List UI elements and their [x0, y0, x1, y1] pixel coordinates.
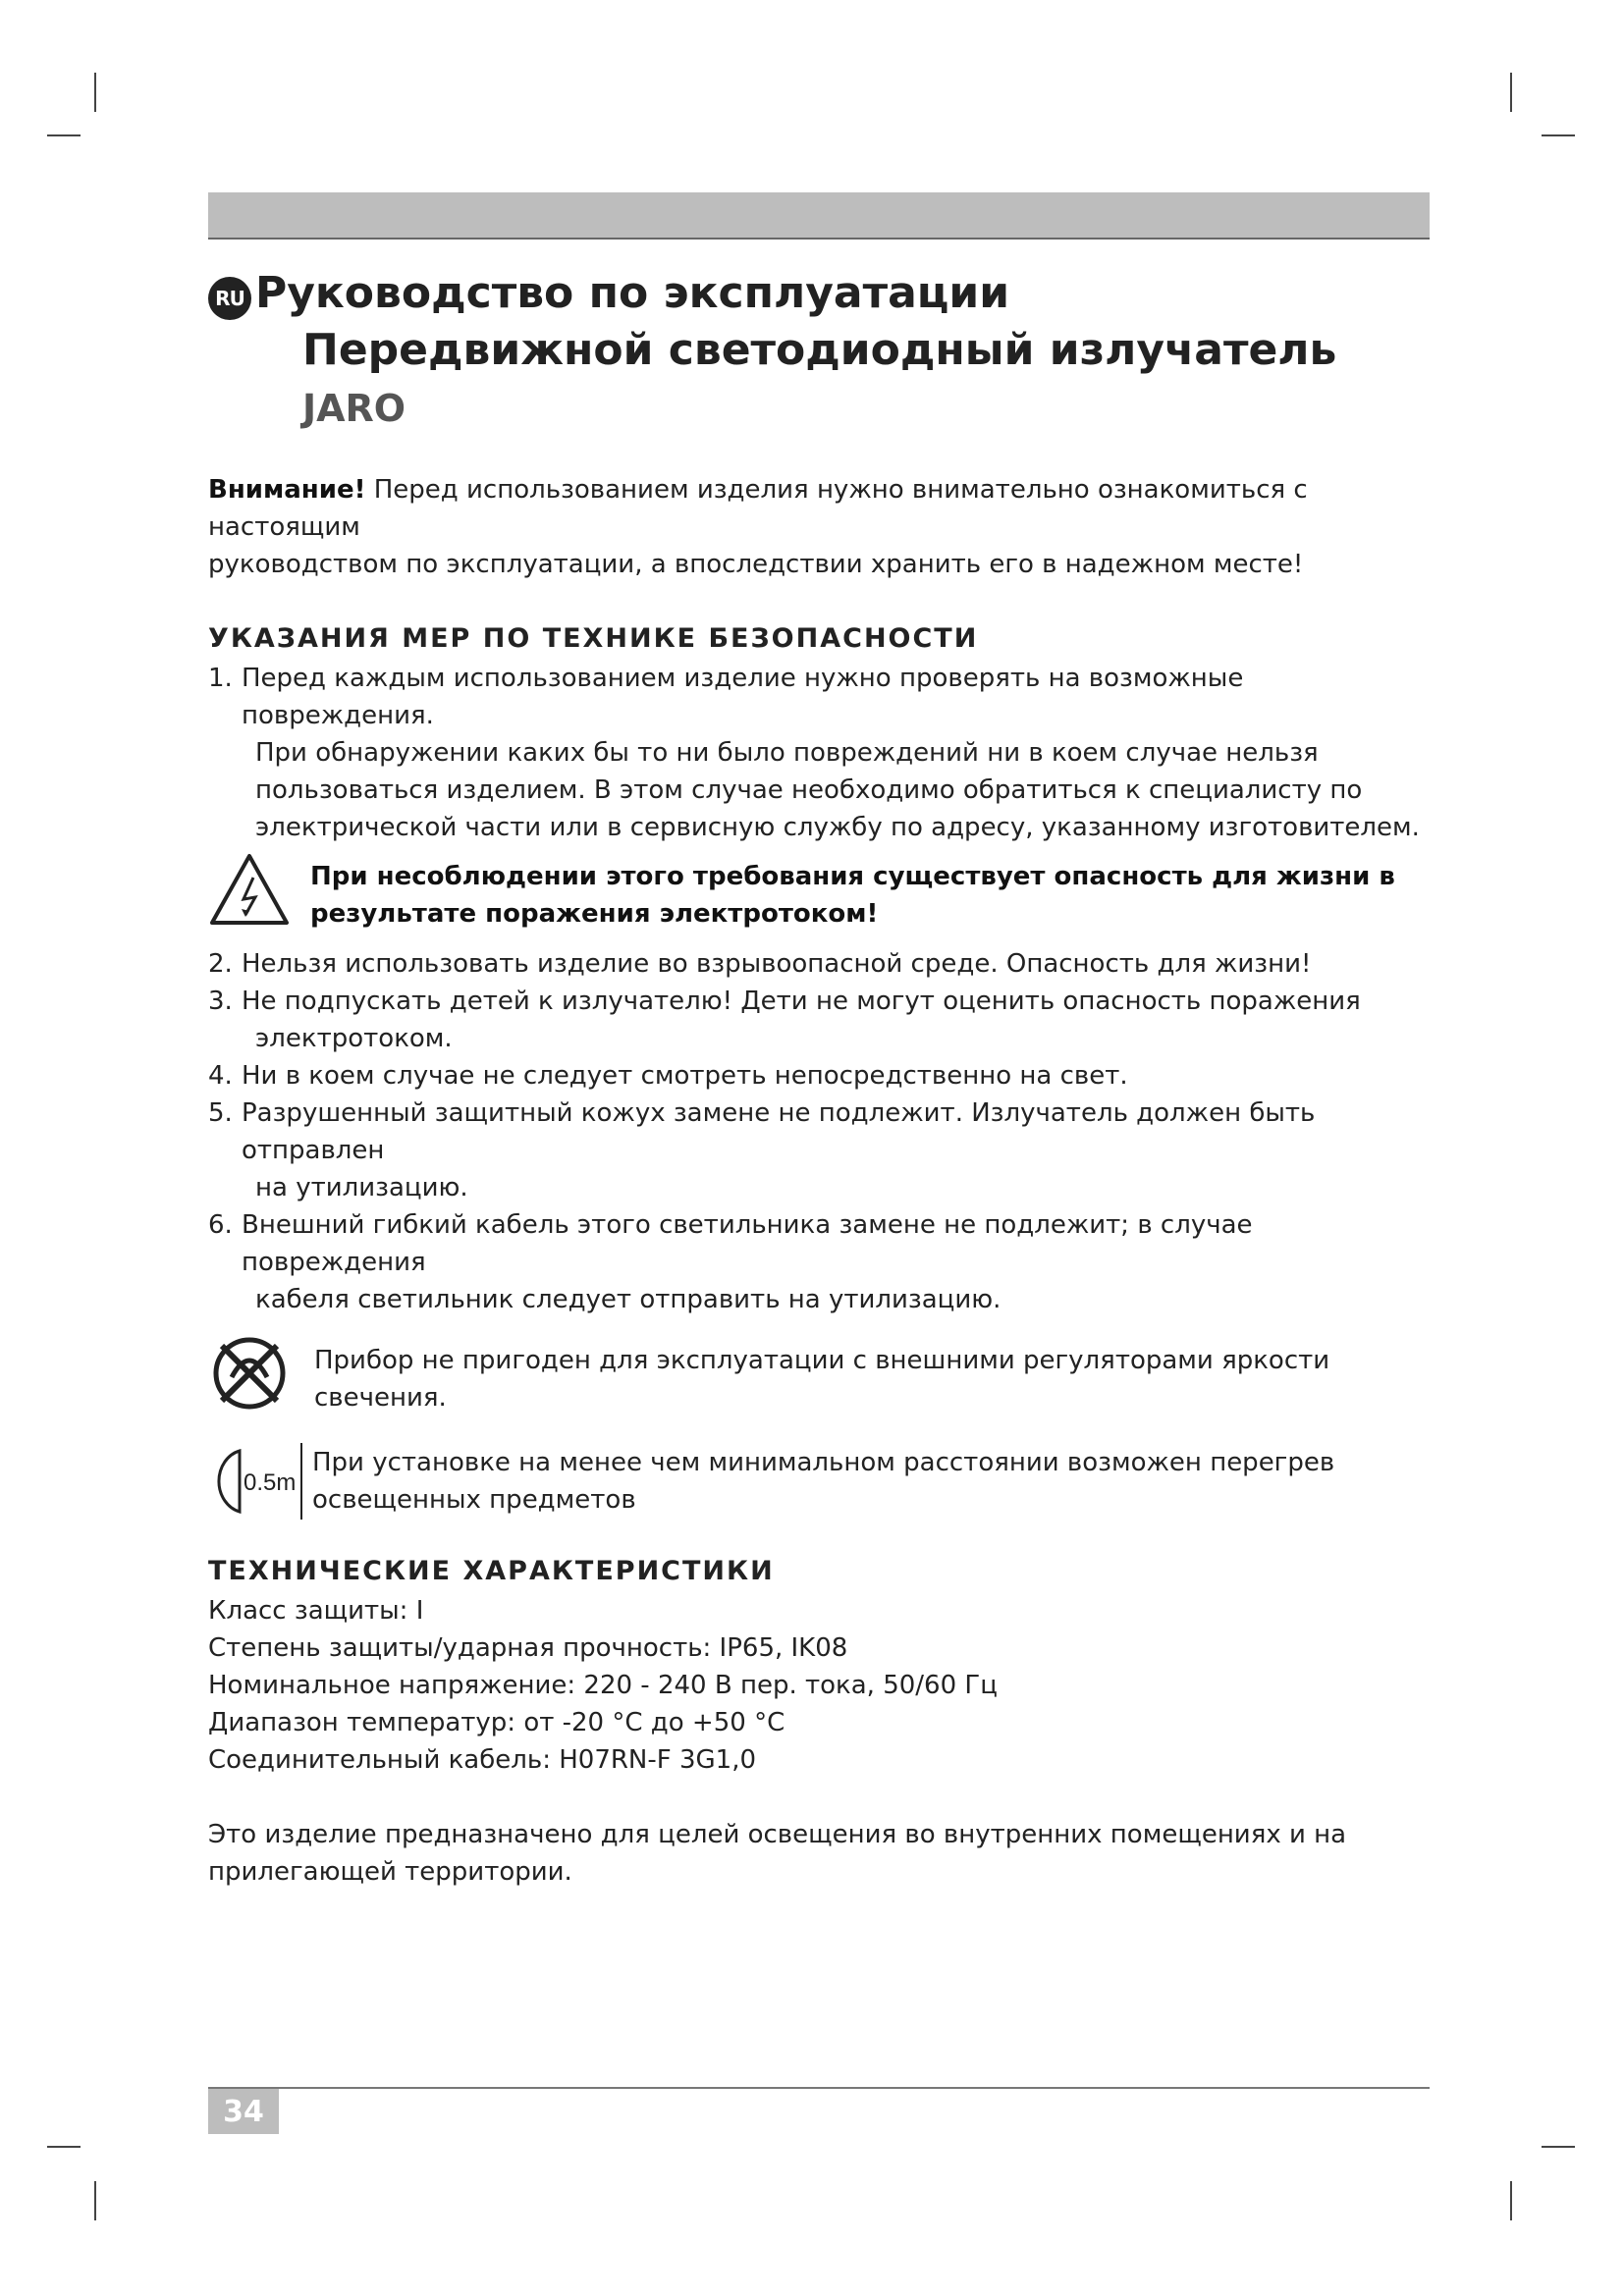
intro-text-1: Перед использованием изделия нужно внимательно ознакомиться с настоящим: [208, 475, 1308, 542]
list-text: При обнаружении каких бы то ни было повреждений ни в коем случае нельзя: [255, 738, 1319, 768]
intro-paragraph: [208, 471, 1435, 583]
list-item: [208, 1095, 1435, 1206]
list-item: [208, 1057, 1435, 1095]
crop-mark: [1542, 2146, 1575, 2148]
list-number: 5.: [208, 1098, 233, 1128]
list-text: Внешний гибкий кабель этого светильника замене не подлежит; в случае повреждения: [242, 1210, 1253, 1277]
list-number: 2.: [208, 949, 233, 979]
model-name: JARO: [302, 387, 406, 430]
intro-text-2: руководством по эксплуатации, а впоследствии хранить его в надежном месте!: [208, 550, 1304, 579]
crop-mark: [1510, 73, 1512, 112]
attention-label: Внимание!: [208, 475, 366, 505]
list-text: электрической части или в сервисную службу по адресу, указанному изготовителем.: [255, 813, 1420, 842]
crop-mark: [1542, 134, 1575, 136]
crop-mark: [1510, 2181, 1512, 2220]
safety-section-title: УКАЗАНИЯ МЕР ПО ТЕХНИКЕ БЕЗОПАСНОСТИ: [208, 623, 979, 654]
warning-text: результате поражения электротоком!: [310, 898, 879, 929]
language-badge: RU: [208, 277, 251, 320]
spec-line: Номинальное напряжение: 220 - 240 В пер. тока, 50/60 Гц: [208, 1671, 998, 1700]
page-title: Руководство по эксплуатации: [255, 268, 1010, 318]
list-number: 1.: [208, 664, 233, 693]
purpose-text: прилегающей территории.: [208, 1857, 572, 1887]
list-text: Разрушенный защитный кожух замене не подлежит. Излучатель должен быть отправлен: [242, 1098, 1316, 1165]
dimmer-note-text: Прибор не пригоден для эксплуатации с внешними регуляторами яркости свечения.: [314, 1345, 1330, 1413]
crop-mark: [94, 2181, 96, 2220]
footer-rule: [208, 2087, 1430, 2089]
crop-mark: [47, 134, 81, 136]
title-block: [208, 265, 1435, 438]
spec-line: Соединительный кабель: H07RN-F 3G1,0: [208, 1745, 757, 1775]
list-number: 4.: [208, 1061, 233, 1091]
list-text: кабеля светильник следует отправить на утилизацию.: [255, 1285, 1001, 1314]
list-item: [208, 1206, 1435, 1318]
header-bar: [208, 192, 1430, 240]
list-text: Нельзя использовать изделие во взрывоопасной среде. Опасность для жизни!: [242, 949, 1312, 979]
spec-line: Класс защиты: I: [208, 1596, 424, 1626]
purpose-text: Это изделие предназначено для целей освещения во внутренних помещениях и на: [208, 1820, 1347, 1849]
list-text: электротоком.: [255, 1024, 453, 1053]
list-text: на утилизацию.: [255, 1173, 468, 1202]
list-item: [208, 983, 1435, 1057]
distance-note-row: [208, 1443, 1435, 1520]
distance-label: 0.5m: [244, 1469, 297, 1496]
page-number: 34: [208, 2089, 279, 2134]
specs-section-title: ТЕХНИЧЕСКИЕ ХАРАКТЕРИСТИКИ: [208, 1556, 775, 1586]
list-text: Не подпускать детей к излучателю! Дети не могут оценить опасность поражения: [242, 987, 1361, 1016]
document-body: [208, 471, 1435, 1891]
spec-line: Степень защиты/ударная прочность: IP65, IK08: [208, 1633, 848, 1663]
distance-note-text: освещенных предметов: [312, 1485, 636, 1515]
high-voltage-warning-icon: [208, 852, 310, 937]
crop-mark: [47, 2146, 81, 2148]
minimum-distance-icon: [208, 1443, 302, 1520]
spec-line: Диапазон температур: от -20 °C до +50 °C: [208, 1708, 785, 1737]
no-dimmer-icon: [208, 1332, 306, 1425]
list-item: [208, 660, 1435, 846]
list-text: Перед каждым использованием изделие нужно проверять на возможные повреждения.: [242, 664, 1244, 730]
distance-note-text: При установке на менее чем минимальном расстоянии возможен перегрев: [312, 1448, 1335, 1477]
list-number: 6.: [208, 1210, 233, 1240]
warning-text: При несоблюдении этого требования существует опасность для жизни в: [310, 861, 1395, 891]
list-number: 3.: [208, 987, 233, 1016]
page-subtitle: Передвижной светодиодный излучатель: [302, 325, 1337, 375]
dimmer-note-row: [208, 1332, 1435, 1425]
crop-mark: [94, 73, 96, 112]
list-text: пользоваться изделием. В этом случае необходимо обратиться к специалисту по: [255, 775, 1363, 805]
list-item: [208, 945, 1435, 983]
list-text: Ни в коем случае не следует смотреть непосредственно на свет.: [242, 1061, 1128, 1091]
electric-warning: [208, 852, 1435, 937]
